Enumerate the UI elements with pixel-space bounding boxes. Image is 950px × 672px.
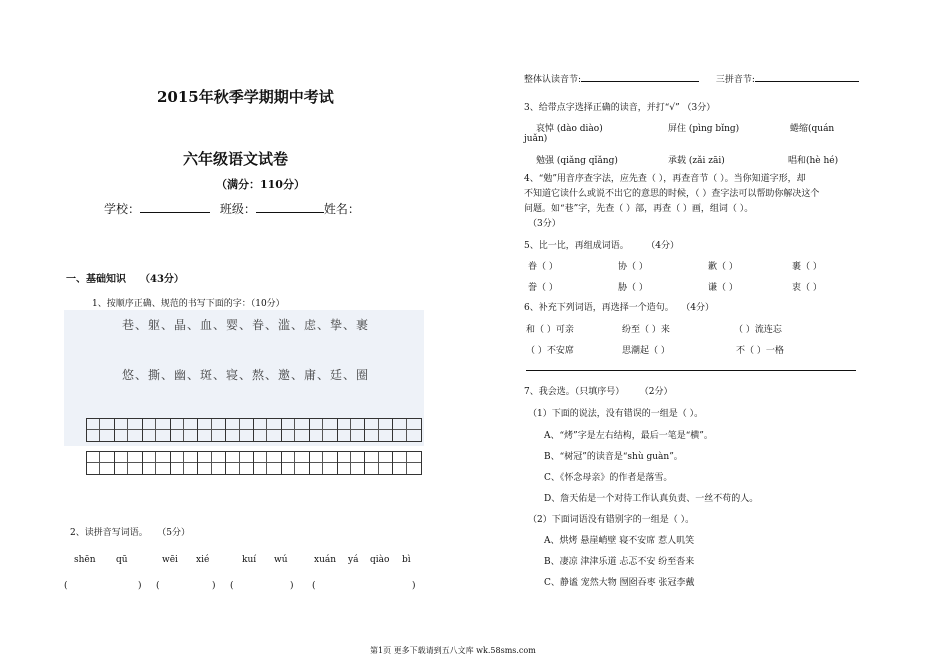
pinyin: xuán bbox=[314, 555, 337, 565]
grid-quadrant bbox=[254, 452, 267, 463]
grid-quadrant bbox=[351, 419, 364, 430]
paper-subtitle: 六年级语文试卷 bbox=[183, 150, 289, 168]
grid-quadrant bbox=[254, 430, 267, 441]
pinyin: qiào bbox=[370, 555, 390, 565]
grid-quadrant bbox=[171, 463, 184, 474]
q7-2-option-a: A、烘烤 悬崖峭壁 寝不安席 惹人叽笑 bbox=[544, 536, 695, 546]
grid-quadrant bbox=[351, 430, 364, 441]
grid-quadrant bbox=[143, 430, 156, 441]
question-4-line-3: 问题。如“巷”字，先查（ ）部，再查（ ）画，组词（ ）。 bbox=[524, 204, 754, 214]
grid-quadrant bbox=[184, 430, 197, 441]
writing-grid-cell[interactable] bbox=[87, 452, 115, 474]
grid-quadrant bbox=[198, 430, 211, 441]
grid-quadrant bbox=[212, 452, 225, 463]
writing-grid-cell[interactable] bbox=[282, 419, 310, 441]
grid-quadrant bbox=[310, 419, 323, 430]
q7-1-option-c: C、《怀念母亲》的作者是落雪。 bbox=[544, 473, 673, 483]
grid-quadrant bbox=[212, 463, 225, 474]
grid-quadrant bbox=[87, 452, 100, 463]
grid-quadrant bbox=[267, 419, 280, 430]
writing-grid-cell[interactable] bbox=[226, 419, 254, 441]
writing-grid-cell[interactable] bbox=[310, 419, 338, 441]
writing-grid-cell[interactable] bbox=[143, 452, 171, 474]
grid-quadrant bbox=[184, 463, 197, 474]
grid-quadrant bbox=[100, 430, 113, 441]
grid-quadrant bbox=[156, 452, 169, 463]
grid-quadrant bbox=[254, 463, 267, 474]
grid-quadrant bbox=[323, 452, 336, 463]
pinyin: qū bbox=[116, 555, 128, 565]
grid-quadrant bbox=[338, 452, 351, 463]
grid-quadrant bbox=[115, 452, 128, 463]
grid-quadrant bbox=[407, 463, 421, 474]
pinyin: wú bbox=[274, 555, 288, 565]
grid-quadrant bbox=[267, 430, 280, 441]
q7-2-option-c: C、静谧 宠然大物 囫囵吞枣 张冠李戴 bbox=[544, 578, 695, 588]
pinyin: yá bbox=[348, 555, 359, 565]
class-field[interactable] bbox=[256, 202, 324, 213]
grid-quadrant bbox=[379, 452, 392, 463]
grid-quadrant bbox=[240, 419, 253, 430]
section-1-heading: 一、基础知识 （43分） bbox=[66, 274, 184, 285]
writing-grid-cell[interactable] bbox=[365, 452, 393, 474]
total-score: （满分：110分） bbox=[216, 178, 305, 191]
grid-quadrant bbox=[240, 463, 253, 474]
q7-part-2: （2）下面词语没有错别字的一组是（ ）。 bbox=[528, 515, 695, 525]
writing-grid-cell[interactable] bbox=[87, 419, 115, 441]
writing-grid-cell[interactable] bbox=[338, 452, 366, 474]
q7-1-option-b: B、“树冠”的读音是“shù guàn”。 bbox=[544, 452, 683, 462]
grid-quadrant bbox=[100, 419, 113, 430]
writing-grid-cell[interactable] bbox=[226, 452, 254, 474]
bracket: ) bbox=[412, 581, 416, 591]
grid-quadrant bbox=[171, 430, 184, 441]
grid-quadrant bbox=[198, 419, 211, 430]
grid-quadrant bbox=[282, 452, 295, 463]
grid-quadrant bbox=[87, 430, 100, 441]
grid-quadrant bbox=[323, 430, 336, 441]
grid-quadrant bbox=[143, 419, 156, 430]
grid-quadrant bbox=[143, 452, 156, 463]
q7-part-1: （1）下面的说法，没有错误的一组是（ ）。 bbox=[528, 409, 704, 419]
grid-quadrant bbox=[295, 452, 308, 463]
grid-quadrant bbox=[226, 463, 239, 474]
grid-quadrant bbox=[254, 419, 267, 430]
writing-grid-cell[interactable] bbox=[171, 452, 199, 474]
writing-grid-cell[interactable] bbox=[393, 452, 421, 474]
bracket: ( bbox=[312, 581, 316, 591]
school-label: 学校： bbox=[104, 202, 141, 216]
grid-quadrant bbox=[351, 452, 364, 463]
grid-quadrant bbox=[295, 430, 308, 441]
grid-quadrant bbox=[407, 419, 421, 430]
question-4-line-1: 4、“勉”用音序查字法，应先查（ ），再查音节（ ）。当你知道字形，却 bbox=[524, 174, 806, 184]
grid-quadrant bbox=[226, 452, 239, 463]
question-7: 7、我会选。（只填序号） （2分） bbox=[524, 387, 673, 397]
writing-grid-cell[interactable] bbox=[115, 452, 143, 474]
grid-quadrant bbox=[323, 463, 336, 474]
grid-quadrant bbox=[407, 430, 421, 441]
page-footer: 第1页 更多下载请到五八文库 wk.58sms.com bbox=[370, 646, 536, 655]
characters-row-1: 巷、躯、晶、血、婴、眷、滥、虑、挚、裹 bbox=[122, 318, 370, 332]
question-6: 6、补充下列词语，再选择一个造句。 （4分） bbox=[524, 303, 714, 313]
grid-quadrant bbox=[100, 452, 113, 463]
grid-quadrant bbox=[198, 452, 211, 463]
sentence-answer-line[interactable] bbox=[526, 370, 856, 371]
bracket: ( bbox=[156, 581, 160, 591]
grid-quadrant bbox=[212, 419, 225, 430]
grid-quadrant bbox=[198, 463, 211, 474]
grid-quadrant bbox=[100, 463, 113, 474]
bracket: ( bbox=[64, 581, 68, 591]
zhengti-field[interactable] bbox=[581, 71, 699, 82]
grid-quadrant bbox=[226, 430, 239, 441]
writing-grid-cell[interactable] bbox=[365, 419, 393, 441]
grid-quadrant bbox=[143, 463, 156, 474]
grid-quadrant bbox=[379, 463, 392, 474]
school-field[interactable] bbox=[140, 202, 210, 213]
grid-quadrant bbox=[240, 430, 253, 441]
bracket: ) bbox=[212, 581, 216, 591]
bracket: ) bbox=[290, 581, 294, 591]
grid-quadrant bbox=[310, 430, 323, 441]
grid-quadrant bbox=[338, 463, 351, 474]
pinyin: shēn bbox=[74, 555, 96, 565]
writing-grid-cell[interactable] bbox=[282, 452, 310, 474]
grid-quadrant bbox=[115, 430, 128, 441]
exam-title: 2015年秋季学期期中考试 bbox=[157, 88, 334, 106]
writing-grid-row-1[interactable] bbox=[86, 418, 422, 442]
student-info-row bbox=[104, 200, 360, 217]
grid-quadrant bbox=[212, 430, 225, 441]
grid-quadrant bbox=[282, 430, 295, 441]
grid-quadrant bbox=[156, 430, 169, 441]
pinyin: wēi bbox=[162, 555, 178, 565]
pinyin: bì bbox=[402, 555, 411, 565]
grid-quadrant bbox=[115, 463, 128, 474]
grid-quadrant bbox=[310, 463, 323, 474]
grid-quadrant bbox=[282, 463, 295, 474]
grid-quadrant bbox=[393, 452, 407, 463]
question-3: 3、给带点字选择正确的读音，并打“√” （3分） bbox=[524, 103, 716, 113]
grid-quadrant bbox=[393, 419, 407, 430]
grid-quadrant bbox=[282, 419, 295, 430]
grid-quadrant bbox=[267, 463, 280, 474]
sanpin-field[interactable] bbox=[755, 71, 859, 82]
pinyin: kuí bbox=[242, 555, 257, 565]
grid-quadrant bbox=[310, 452, 323, 463]
grid-quadrant bbox=[365, 463, 378, 474]
grid-quadrant bbox=[184, 452, 197, 463]
writing-grid-cell[interactable] bbox=[143, 419, 171, 441]
grid-quadrant bbox=[128, 452, 141, 463]
pinyin: xié bbox=[196, 555, 210, 565]
grid-quadrant bbox=[365, 430, 378, 441]
grid-quadrant bbox=[295, 419, 308, 430]
writing-grid-row-2[interactable] bbox=[86, 451, 422, 475]
question-4-points: （3分） bbox=[528, 219, 561, 229]
question-4-line-2: 不知道它读什么或说不出它的意思的时候，（ ）查字法可以帮助你解决这个 bbox=[524, 189, 820, 199]
q7-2-option-b: B、凄凉 津津乐道 忐忑不安 纷至沓来 bbox=[544, 557, 695, 567]
grid-quadrant bbox=[87, 419, 100, 430]
bracket: ( bbox=[230, 581, 234, 591]
grid-quadrant bbox=[295, 463, 308, 474]
writing-grid-cell[interactable] bbox=[254, 452, 282, 474]
grid-quadrant bbox=[226, 419, 239, 430]
syllable-fill-row: 整体认读音节: 三拼音节: bbox=[524, 71, 859, 85]
q3-line-1-cont: juǎn) bbox=[524, 134, 548, 144]
writing-grid-cell[interactable] bbox=[115, 419, 143, 441]
q7-1-option-a: A、“烤”字是左右结构，最后一笔是“横”。 bbox=[544, 431, 713, 441]
question-5: 5、比一比，再组成词语。 （4分） bbox=[524, 241, 679, 251]
writing-grid-cell[interactable] bbox=[198, 452, 226, 474]
grid-quadrant bbox=[365, 452, 378, 463]
grid-quadrant bbox=[267, 452, 280, 463]
grid-quadrant bbox=[338, 430, 351, 441]
grid-quadrant bbox=[171, 452, 184, 463]
grid-quadrant bbox=[323, 419, 336, 430]
writing-grid-cell[interactable] bbox=[198, 419, 226, 441]
grid-quadrant bbox=[156, 463, 169, 474]
grid-quadrant bbox=[379, 430, 392, 441]
bracket: ) bbox=[138, 581, 142, 591]
grid-quadrant bbox=[128, 463, 141, 474]
grid-quadrant bbox=[156, 419, 169, 430]
grid-quadrant bbox=[171, 419, 184, 430]
grid-quadrant bbox=[115, 419, 128, 430]
writing-grid-cell[interactable] bbox=[310, 452, 338, 474]
writing-grid-cell[interactable] bbox=[393, 419, 421, 441]
grid-quadrant bbox=[128, 430, 141, 441]
question-2: 2、读拼音写词语。 （5分） bbox=[70, 528, 190, 538]
grid-quadrant bbox=[184, 419, 197, 430]
grid-quadrant bbox=[351, 463, 364, 474]
writing-grid-cell[interactable] bbox=[171, 419, 199, 441]
class-label: 班级： bbox=[219, 202, 256, 216]
writing-grid-cell[interactable] bbox=[338, 419, 366, 441]
q7-1-option-d: D、詹天佑是一个对待工作认真负责、一丝不苟的人。 bbox=[544, 494, 759, 504]
writing-grid-cell[interactable] bbox=[254, 419, 282, 441]
grid-quadrant bbox=[379, 419, 392, 430]
grid-quadrant bbox=[365, 419, 378, 430]
name-label: 姓名： bbox=[323, 202, 360, 216]
grid-quadrant bbox=[393, 430, 407, 441]
grid-quadrant bbox=[393, 463, 407, 474]
grid-quadrant bbox=[338, 419, 351, 430]
grid-quadrant bbox=[87, 463, 100, 474]
question-1: 1、按顺序正确、规范的书写下面的字：（10分） bbox=[92, 299, 285, 309]
grid-quadrant bbox=[240, 452, 253, 463]
grid-quadrant bbox=[407, 452, 421, 463]
characters-row-2: 悠、撕、幽、斑、寝、熬、邀、庸、廷、圈 bbox=[122, 368, 370, 382]
grid-quadrant bbox=[128, 419, 141, 430]
